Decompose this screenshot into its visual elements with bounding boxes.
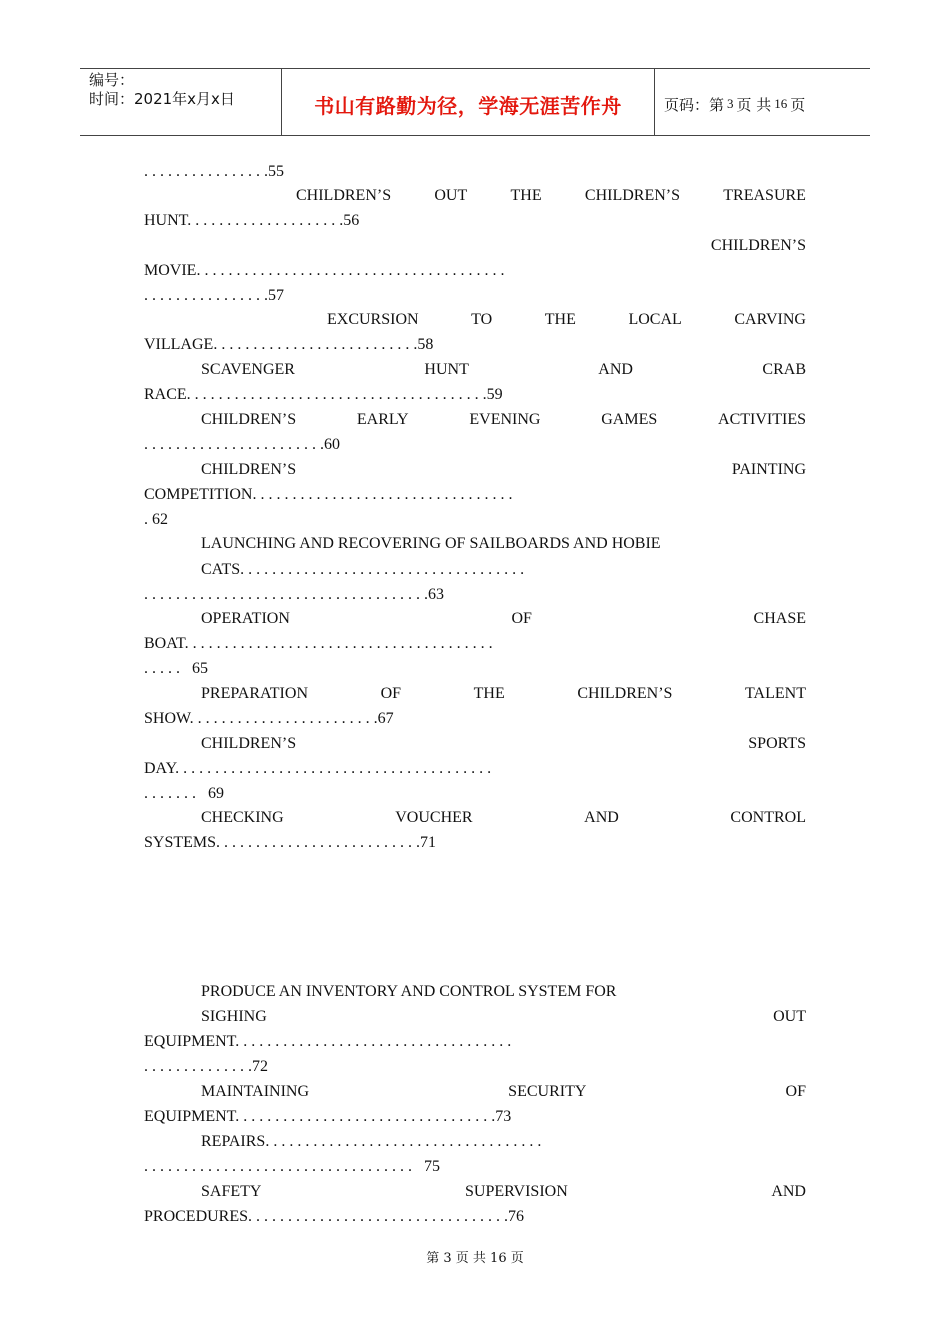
toc-line: EQUIPMENT. . . . . . . . . . . . . . . . . . . . . . . . . . . . . . . . .73 bbox=[144, 1108, 512, 1125]
toc-word: THE bbox=[510, 187, 542, 204]
toc-word: HUNT bbox=[424, 361, 469, 378]
toc-line: . . . . . . . . . . . . . . . . . . . . . . . . . . . . . . . . . . . .63 bbox=[144, 586, 444, 603]
toc-word: CHASE bbox=[753, 610, 806, 627]
toc-heading bbox=[201, 808, 806, 828]
toc-word: OPERATION bbox=[201, 610, 290, 627]
toc-word: AND bbox=[598, 361, 633, 378]
toc-word: CHILDREN’S bbox=[584, 187, 681, 204]
page-suffix: 页 bbox=[790, 95, 806, 114]
toc-line: RACE. . . . . . . . . . . . . . . . . . . . . . . . . . . . . . . . . . . . . .59 bbox=[144, 386, 503, 403]
toc-word: CHILDREN’S bbox=[201, 411, 297, 428]
toc-word: LOCAL bbox=[628, 311, 682, 328]
toc-heading bbox=[327, 310, 806, 330]
toc-word: SPORTS bbox=[748, 735, 806, 752]
toc-word: PAINTING bbox=[731, 461, 806, 478]
toc-word: MAINTAINING bbox=[201, 1083, 310, 1100]
doc-time-label: 时间：2021年x月x日 bbox=[89, 90, 235, 108]
toc-word: THE bbox=[473, 685, 505, 702]
toc-word: CHECKING bbox=[201, 809, 284, 826]
toc-heading bbox=[201, 1082, 806, 1102]
page-total: 16 bbox=[774, 96, 788, 111]
toc-line: BOAT. . . . . . . . . . . . . . . . . . . . . . . . . . . . . . . . . . . . . . . bbox=[144, 635, 493, 652]
toc-word: SECURITY bbox=[508, 1083, 587, 1100]
toc-line: . . . . . 65 bbox=[144, 660, 208, 677]
toc-heading: LAUNCHING AND RECOVERING OF SAILBOARDS AND HOBIE bbox=[201, 535, 661, 552]
toc-word: SCAVENGER bbox=[201, 361, 295, 378]
toc-line: . . . . . . . . . . . . . . . . . . . . . . . . . . . . . . . . . . 75 bbox=[144, 1158, 440, 1175]
toc-word: CHILDREN’S bbox=[201, 735, 297, 752]
toc-word: THE bbox=[544, 311, 576, 328]
toc-word: EARLY bbox=[356, 411, 409, 428]
toc-line: DAY. . . . . . . . . . . . . . . . . . . . . . . . . . . . . . . . . . . . . . . . bbox=[144, 760, 492, 777]
toc-word: CHILDREN’S bbox=[201, 461, 297, 478]
toc-word: SUPERVISION bbox=[465, 1183, 568, 1200]
toc-line: . . . . . . . . . . . . . .72 bbox=[144, 1058, 268, 1075]
toc-word: OUT bbox=[434, 187, 468, 204]
toc-heading bbox=[296, 186, 806, 206]
toc-line: VILLAGE. . . . . . . . . . . . . . . . . . . . . . . . . .58 bbox=[144, 336, 434, 353]
toc-word: SIGHING bbox=[201, 1008, 267, 1025]
toc-heading bbox=[201, 734, 806, 754]
toc-word: CHILDREN’S bbox=[577, 685, 673, 702]
toc-word: TALENT bbox=[745, 685, 806, 702]
toc-word: OF bbox=[380, 685, 402, 702]
toc-line: . . . . . . . . . . . . . . . .57 bbox=[144, 287, 284, 304]
toc-line: SYSTEMS. . . . . . . . . . . . . . . . . . . . . . . . . .71 bbox=[144, 834, 437, 851]
toc-line: EQUIPMENT. . . . . . . . . . . . . . . . . . . . . . . . . . . . . . . . . . . bbox=[144, 1033, 512, 1050]
toc-line: . . . . . . . 69 bbox=[144, 785, 224, 802]
toc-line: PROCEDURES. . . . . . . . . . . . . . . . . . . . . . . . . . . . . . . . .76 bbox=[144, 1208, 525, 1225]
toc-heading bbox=[201, 460, 806, 480]
toc-heading bbox=[201, 410, 806, 430]
page-prefix: 页码：第 bbox=[664, 95, 725, 114]
toc-word: SAFETY bbox=[201, 1183, 262, 1200]
toc-heading: PRODUCE AN INVENTORY AND CONTROL SYSTEM FOR bbox=[201, 983, 617, 1000]
toc-word: ACTIVITIES bbox=[718, 411, 806, 428]
toc-word: OF bbox=[785, 1083, 806, 1100]
toc-line: HUNT. . . . . . . . . . . . . . . . . . . .56 bbox=[144, 212, 360, 229]
toc-word: OUT bbox=[773, 1008, 806, 1025]
toc-word: EXCURSION bbox=[327, 311, 419, 328]
toc-word: EVENING bbox=[469, 411, 541, 428]
toc-heading bbox=[201, 684, 806, 704]
toc-line: . . . . . . . . . . . . . . . . . . . . . . .60 bbox=[144, 436, 340, 453]
toc-heading bbox=[201, 1182, 806, 1202]
toc-line: MOVIE. . . . . . . . . . . . . . . . . . . . . . . . . . . . . . . . . . . . . . . bbox=[144, 262, 505, 279]
toc-heading: CHILDREN’S bbox=[710, 237, 806, 254]
toc-line: REPAIRS. . . . . . . . . . . . . . . . . . . . . . . . . . . . . . . . . . . bbox=[201, 1133, 542, 1150]
toc-line: CATS. . . . . . . . . . . . . . . . . . . . . . . . . . . . . . . . . . . . bbox=[201, 561, 525, 578]
toc-heading bbox=[201, 1007, 806, 1027]
toc-line: . 62 bbox=[144, 511, 168, 528]
page-mid: 页 共 bbox=[736, 95, 772, 114]
toc-word: CARVING bbox=[734, 311, 806, 328]
toc-word: TREASURE bbox=[723, 187, 806, 204]
toc-heading bbox=[201, 360, 806, 380]
header-motto: 书山有路勤为径，学海无涯苦作舟 bbox=[314, 93, 622, 118]
toc-word: CRAB bbox=[762, 361, 806, 378]
toc-line: SHOW. . . . . . . . . . . . . . . . . . . . . . . .67 bbox=[144, 710, 394, 727]
toc-word: TO bbox=[471, 311, 493, 328]
toc-word: CHILDREN’S bbox=[296, 187, 392, 204]
toc-word: VOUCHER bbox=[395, 809, 473, 826]
toc-word: AND bbox=[771, 1183, 806, 1200]
toc-line: COMPETITION. . . . . . . . . . . . . . . . . . . . . . . . . . . . . . . . . bbox=[144, 486, 513, 503]
toc-word: GAMES bbox=[601, 411, 658, 428]
doc-number-label: 编号： bbox=[89, 71, 135, 89]
page-footer: 第 3 页 共 16 页 bbox=[426, 1251, 524, 1266]
toc-word: PREPARATION bbox=[201, 685, 308, 702]
toc-heading bbox=[201, 609, 806, 629]
toc-line: . . . . . . . . . . . . . . . .55 bbox=[144, 163, 284, 180]
toc-word: AND bbox=[584, 809, 619, 826]
toc-word: OF bbox=[511, 610, 532, 627]
toc-word: CONTROL bbox=[730, 809, 806, 826]
page-current: 3 bbox=[727, 96, 734, 111]
